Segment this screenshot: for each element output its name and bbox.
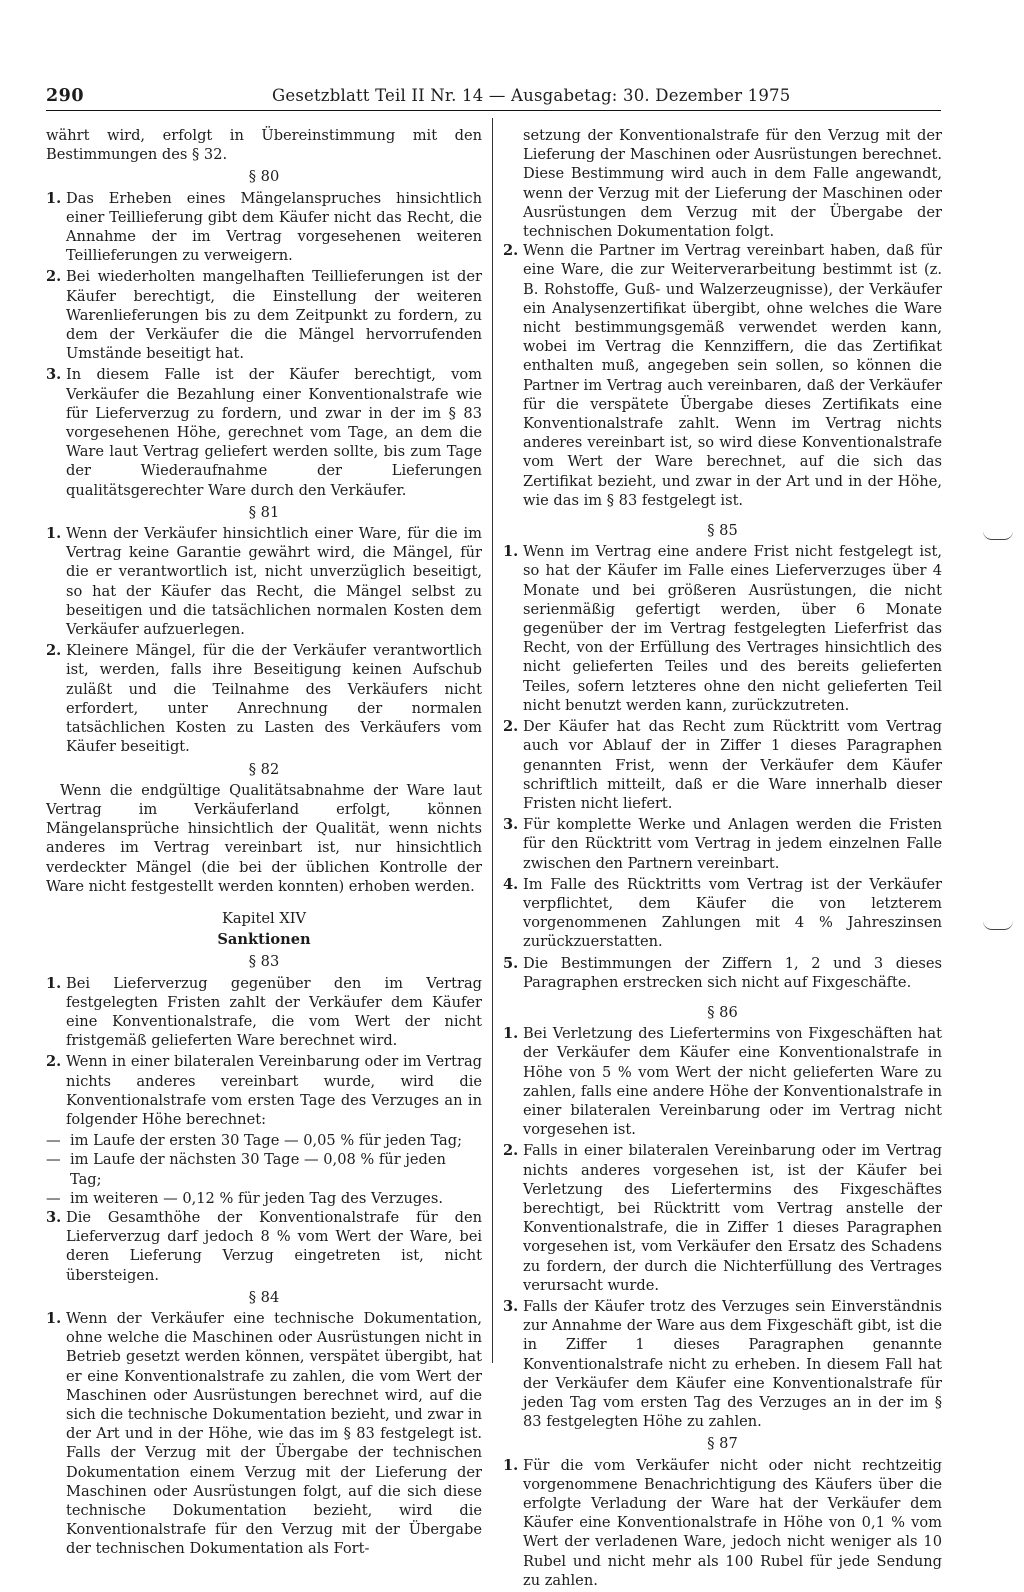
item-number: 3.	[503, 816, 519, 834]
list-item	[503, 1024, 942, 1139]
paragraph-82: Wenn die endgültige Qualitätsabnahme der Ware laut Vertrag im Verkäuferland erfolgt, können Mängelansprüche hinsichtlich der Qualität, wenn nichts anderes im Vertrag vereinbart ist, nur hinsichtlich verdeckter Mängel (die bei der üblichen Kontrolle der Ware nicht festgestellt werden konnten) erhoben werden.	[46, 781, 482, 895]
list-item	[46, 1052, 482, 1129]
page-header	[46, 86, 941, 111]
list-item	[503, 241, 942, 510]
item-number: 1.	[46, 974, 62, 992]
rate-line	[46, 1150, 482, 1188]
right-column	[503, 126, 942, 1592]
rate-line	[46, 1131, 482, 1150]
left-column	[46, 126, 482, 1561]
item-text: Falls der Käufer trotz des Verzuges sein Einverständnis zur Annahme der Ware aus dem Fixgeschäft gibt, ist die in Ziffer 1 dieses Paragraphen genannte Konventionalstrafe nicht zu erheben. In diesem Fall hat der Verkäufer dem Käufer eine Konventionalstrafe für jeden Tag vom ersten Tag des Verzuges an in der im § 83 festgelegten Höhe zu zahlen.	[523, 1297, 942, 1431]
section-heading-82: § 82	[248, 760, 280, 778]
item-text: Wenn im Vertrag eine andere Frist nicht festgelegt ist, so hat der Käufer im Falle eines Lieferverzuges über 4 Monate und bei größeren Ausrüstungen, die nicht serienmäßig gefertigt werden, über 6 Monate gegenüber der im Vertrag festgelegten Lieferfrist das Recht, von der Erfüllung des Vertrages hinsichtlich des nicht gelieferten Teiles und des bereits gelieferten Teiles, sofern letzteres ohne den nicht gelieferten Teil nicht benutzt werden kann, zurückzutreten.	[523, 543, 942, 714]
item-text: Bei Lieferverzug gegenüber den im Vertrag festgelegten Fristen zahlt der Verkäufer dem Käufer eine Konventionalstrafe, die vom Wert der nicht fristgemäß gelieferten Ware berechnet wird.	[66, 974, 482, 1050]
list-item	[46, 267, 482, 363]
list-item	[503, 1456, 942, 1590]
item-number: 3.	[46, 366, 62, 384]
item-text: Die Bestimmungen der Ziffern 1, 2 und 3 dieses Paragraphen erstrecken sich nicht auf Fixgeschäfte.	[523, 954, 942, 991]
item-text: In diesem Falle ist der Käufer berechtigt, vom Verkäufer die Bezahlung einer Konventionalstrafe wie für Lieferverzug zu fordern, und zwar in der im § 83 vorgesehenen Höhe, gerechnet vom Tage, an dem die Ware laut Vertrag geliefert werden sollte, bis zum Tage der Wiederaufnahme der Lieferungen qualitätsgerechter Ware durch den Verkäufer.	[66, 366, 482, 499]
item-text: Bei Verletzung des Liefertermins von Fixgeschäften hat der Verkäufer dem Käufer eine Konventionalstrafe in Höhe von 5 % vom Wert der nicht gelieferten Ware zu zahlen, falls eine andere Höhe der Konventionalstrafe in einer bilateralen Vereinbarung oder im Vertrag nicht vorgesehen ist.	[523, 1025, 942, 1139]
item-text: Wenn der Verkäufer eine technische Dokumentation, ohne welche die Maschinen oder Ausrüstungen nicht in Betrieb gesetzt werden können, verspätet übergibt, hat er eine Konventionalstrafe zu zahlen, die vom Wert der Maschinen oder Ausrüstungen berechnet wird, auf die sich die technische Dokumentation bezieht, und zwar in der Art und in der Höhe, wie das im § 83 festgelegt ist. Falls der Verzug mit der Übergabe der technischen Dokumentation einem Verzug mit der Lieferung der Maschinen oder Ausrüstungen folgt, auf die sich diese technische Dokumentation bezieht, wird die Konventionalstrafe für den Verzug mit der Übergabe der technischen Dokumentation als Fort-	[66, 1309, 482, 1558]
list-item	[46, 641, 482, 756]
column-divider	[492, 118, 493, 1363]
section-heading-84: § 84	[248, 1288, 280, 1306]
intro-paragraph: währt wird, erfolgt in Übereinstimmung mit den Bestimmungen des § 32.	[46, 127, 482, 164]
item-text: Wenn der Verkäufer hinsichtlich einer Ware, für die im Vertrag keine Garantie gewährt wird, die Mängel, für die er verantwortlich ist, nicht unverzüglich beseitigt, so hat der Käufer das Recht, die Mängel selbst zu beseitigen und die tatsächlichen normalen Kosten dem Verkäufer aufzuerlegen.	[66, 525, 482, 639]
section-heading-83: § 83	[248, 953, 280, 971]
rate-line	[46, 1189, 482, 1208]
list-item	[503, 717, 942, 813]
item-text: Bei wiederholten mangelhaften Teillieferungen ist der Käufer berechtigt, die Einstellung der weiteren Warenlieferungen bis zu dem Zeitpunkt zu fordern, zu dem der Verkäufer die die Mängel hervorrufenden Umstände beseitigt hat.	[66, 268, 482, 363]
list-item	[46, 189, 482, 266]
item-text: Wenn die Partner im Vertrag vereinbart haben, daß für eine Ware, die zur Weiterverarbeitung bestimmt ist (z. B. Rohstoffe, Guß- und Walzerzeugnisse), der Verkäufer ein Analysenzertifikat übergibt, ohne welches die Ware nicht bestimmungsgemäß verwendet werden kann, wobei im Vertrag die Kennziffern, die das Zertifikat enthalten muß, angegeben sein sollen, so können die Partner im Vertrag auch vereinbaren, daß der Verkäufer für die verspätete Übergabe dieses Zertifikats eine Konventionalstrafe zahlt. Wenn im Vertrag nichts anderes vereinbart ist, so wird diese Konventionalstrafe vom Wert der Ware berechnet, auf die sich das Zertifikat bezieht, und zwar in der Art und in der Höhe, wie das im § 83 festgelegt ist.	[523, 242, 942, 509]
item-number: 2.	[46, 1053, 62, 1071]
item-text: Falls in einer bilateralen Vereinbarung oder im Vertrag nichts anderes vorgesehen ist, ist der Käufer bei Verletzung des Liefertermins des Fixgeschäftes berechtigt, bei Rücktritt vom Vertrag anstelle der Konventionalstrafe, die in Ziffer 1 dieses Paragraphen vorgesehen ist, vom Verkäufer den Ersatz des Schadens zu fordern, der durch die Nichterfüllung des Vertrages verursacht wurde.	[523, 1142, 942, 1294]
item-text: Die Gesamthöhe der Konventionalstrafe für den Lieferverzug darf jedoch 8 % vom Wert der Ware, bei deren Lieferung Verzug eingetreten ist, nicht übersteigen.	[66, 1208, 482, 1284]
item-text: Der Käufer hat das Recht zum Rücktritt vom Vertrag auch vor Ablauf der in Ziffer 1 dieses Paragraphen genannten Frist, wenn der Verkäufer dem Käufer schriftlich mitteilt, daß er die Ware innerhalb dieser Fristen nicht liefert.	[523, 718, 942, 812]
section-heading-86: § 86	[707, 1003, 738, 1021]
item-text: Für die vom Verkäufer nicht oder nicht rechtzeitig vorgenommene Benachrichtigung des Käufers über die erfolgte Verladung der Ware hat der Verkäufer dem Käufer eine Konventionalstrafe in Höhe von 0,1 % vom Wert der verladenen Ware, jedoch nicht weniger als 10 Rubel und nicht mehr als 100 Rubel für jede Sendung zu zahlen.	[523, 1456, 942, 1589]
list-item	[46, 365, 482, 499]
section-heading-80: § 80	[248, 168, 280, 186]
item-number: 1.	[503, 1025, 519, 1043]
item-number: 3.	[503, 1297, 519, 1315]
rate-text: im weiteren — 0,12 % für jeden Tag des Verzuges.	[70, 1189, 443, 1207]
chapter-title: Kapitel XIV	[221, 909, 307, 927]
page-number: 290	[46, 86, 85, 106]
margin-mark	[983, 531, 1013, 540]
dash-marker: —	[46, 1151, 61, 1169]
item-text: Für komplette Werke und Anlagen werden die Fristen für den Rücktritt vom Vertrag in jedem einzelnen Falle zwischen den Partnern vereinbart.	[523, 816, 942, 872]
list-item	[503, 542, 942, 715]
margin-mark	[983, 921, 1013, 930]
section-heading-85: § 85	[707, 522, 738, 540]
rate-text: im Laufe der ersten 30 Tage — 0,05 % für jeden Tag;	[70, 1132, 462, 1150]
item-number: 1.	[46, 189, 62, 207]
item-number: 3.	[46, 1208, 62, 1226]
list-item	[503, 1297, 942, 1431]
dash-marker: —	[46, 1132, 61, 1150]
rate-text: im Laufe der nächsten 30 Tage — 0,08 % für jeden Tag;	[70, 1151, 446, 1188]
section-heading-81: § 81	[248, 503, 280, 521]
item-text: Das Erheben eines Mängelanspruches hinsichtlich einer Teillieferung gibt dem Käufer nicht das Recht, die Annahme der im Vertrag vorgesehenen weiteren Teillieferungen zu verweigern.	[66, 189, 482, 265]
continued-paragraph: setzung der Konventionalstrafe für den Verzug mit der Lieferung der Maschinen oder Ausrüstungen berechnet. Diese Bestimmung wird auch in dem Falle angewandt, wenn der Verzug mit der Lieferung der Maschinen oder Ausrüstungen dem Verzug mit der Übergabe der technischen Dokumentation folgt.	[523, 127, 942, 241]
item-number: 2.	[503, 718, 519, 736]
item-number: 5.	[503, 954, 519, 972]
dash-marker: —	[46, 1189, 61, 1207]
list-item	[503, 954, 942, 992]
item-text: Kleinere Mängel, für die der Verkäufer verantwortlich ist, werden, falls ihre Beseitigung keinen Aufschub zuläßt und die Teilnahme des Verkäufers nicht erfordert, unter Anrechnung der normalen tatsächlichen Kosten zu Lasten des Verkäufers vom Käufer beseitigt.	[66, 642, 482, 756]
chapter-subtitle: Sanktionen	[217, 931, 311, 949]
list-item	[46, 1208, 482, 1285]
item-number: 2.	[46, 268, 62, 286]
list-item	[46, 974, 482, 1051]
list-item	[503, 815, 942, 873]
list-item	[46, 524, 482, 639]
item-number: 1.	[503, 543, 519, 561]
item-number: 1.	[503, 1456, 519, 1474]
section-heading-87: § 87	[707, 1435, 738, 1453]
item-number: 1.	[46, 1309, 62, 1327]
gazette-title: Gesetzblatt Teil II Nr. 14 — Ausgabetag: 30. Dezember 1975	[272, 86, 791, 105]
item-number: 4.	[503, 875, 519, 893]
item-text: Wenn in einer bilateralen Vereinbarung oder im Vertrag nichts anderes vereinbart wurde, wird die Konventionalstrafe vom ersten Tage des Verzuges an in folgender Höhe berechnet:	[66, 1053, 482, 1128]
item-number: 2.	[503, 1142, 519, 1160]
list-item	[46, 1309, 482, 1559]
item-number: 2.	[46, 642, 62, 660]
list-item	[503, 1141, 942, 1295]
item-number: 1.	[46, 525, 62, 543]
item-text: Im Falle des Rücktritts vom Vertrag ist der Verkäufer verpflichtet, dem Käufer die von letzterem vorgenommenen Zahlungen mit 4 % Jahreszinsen zurückzuerstatten.	[523, 875, 942, 951]
list-item	[503, 875, 942, 952]
item-number: 2.	[503, 242, 519, 260]
